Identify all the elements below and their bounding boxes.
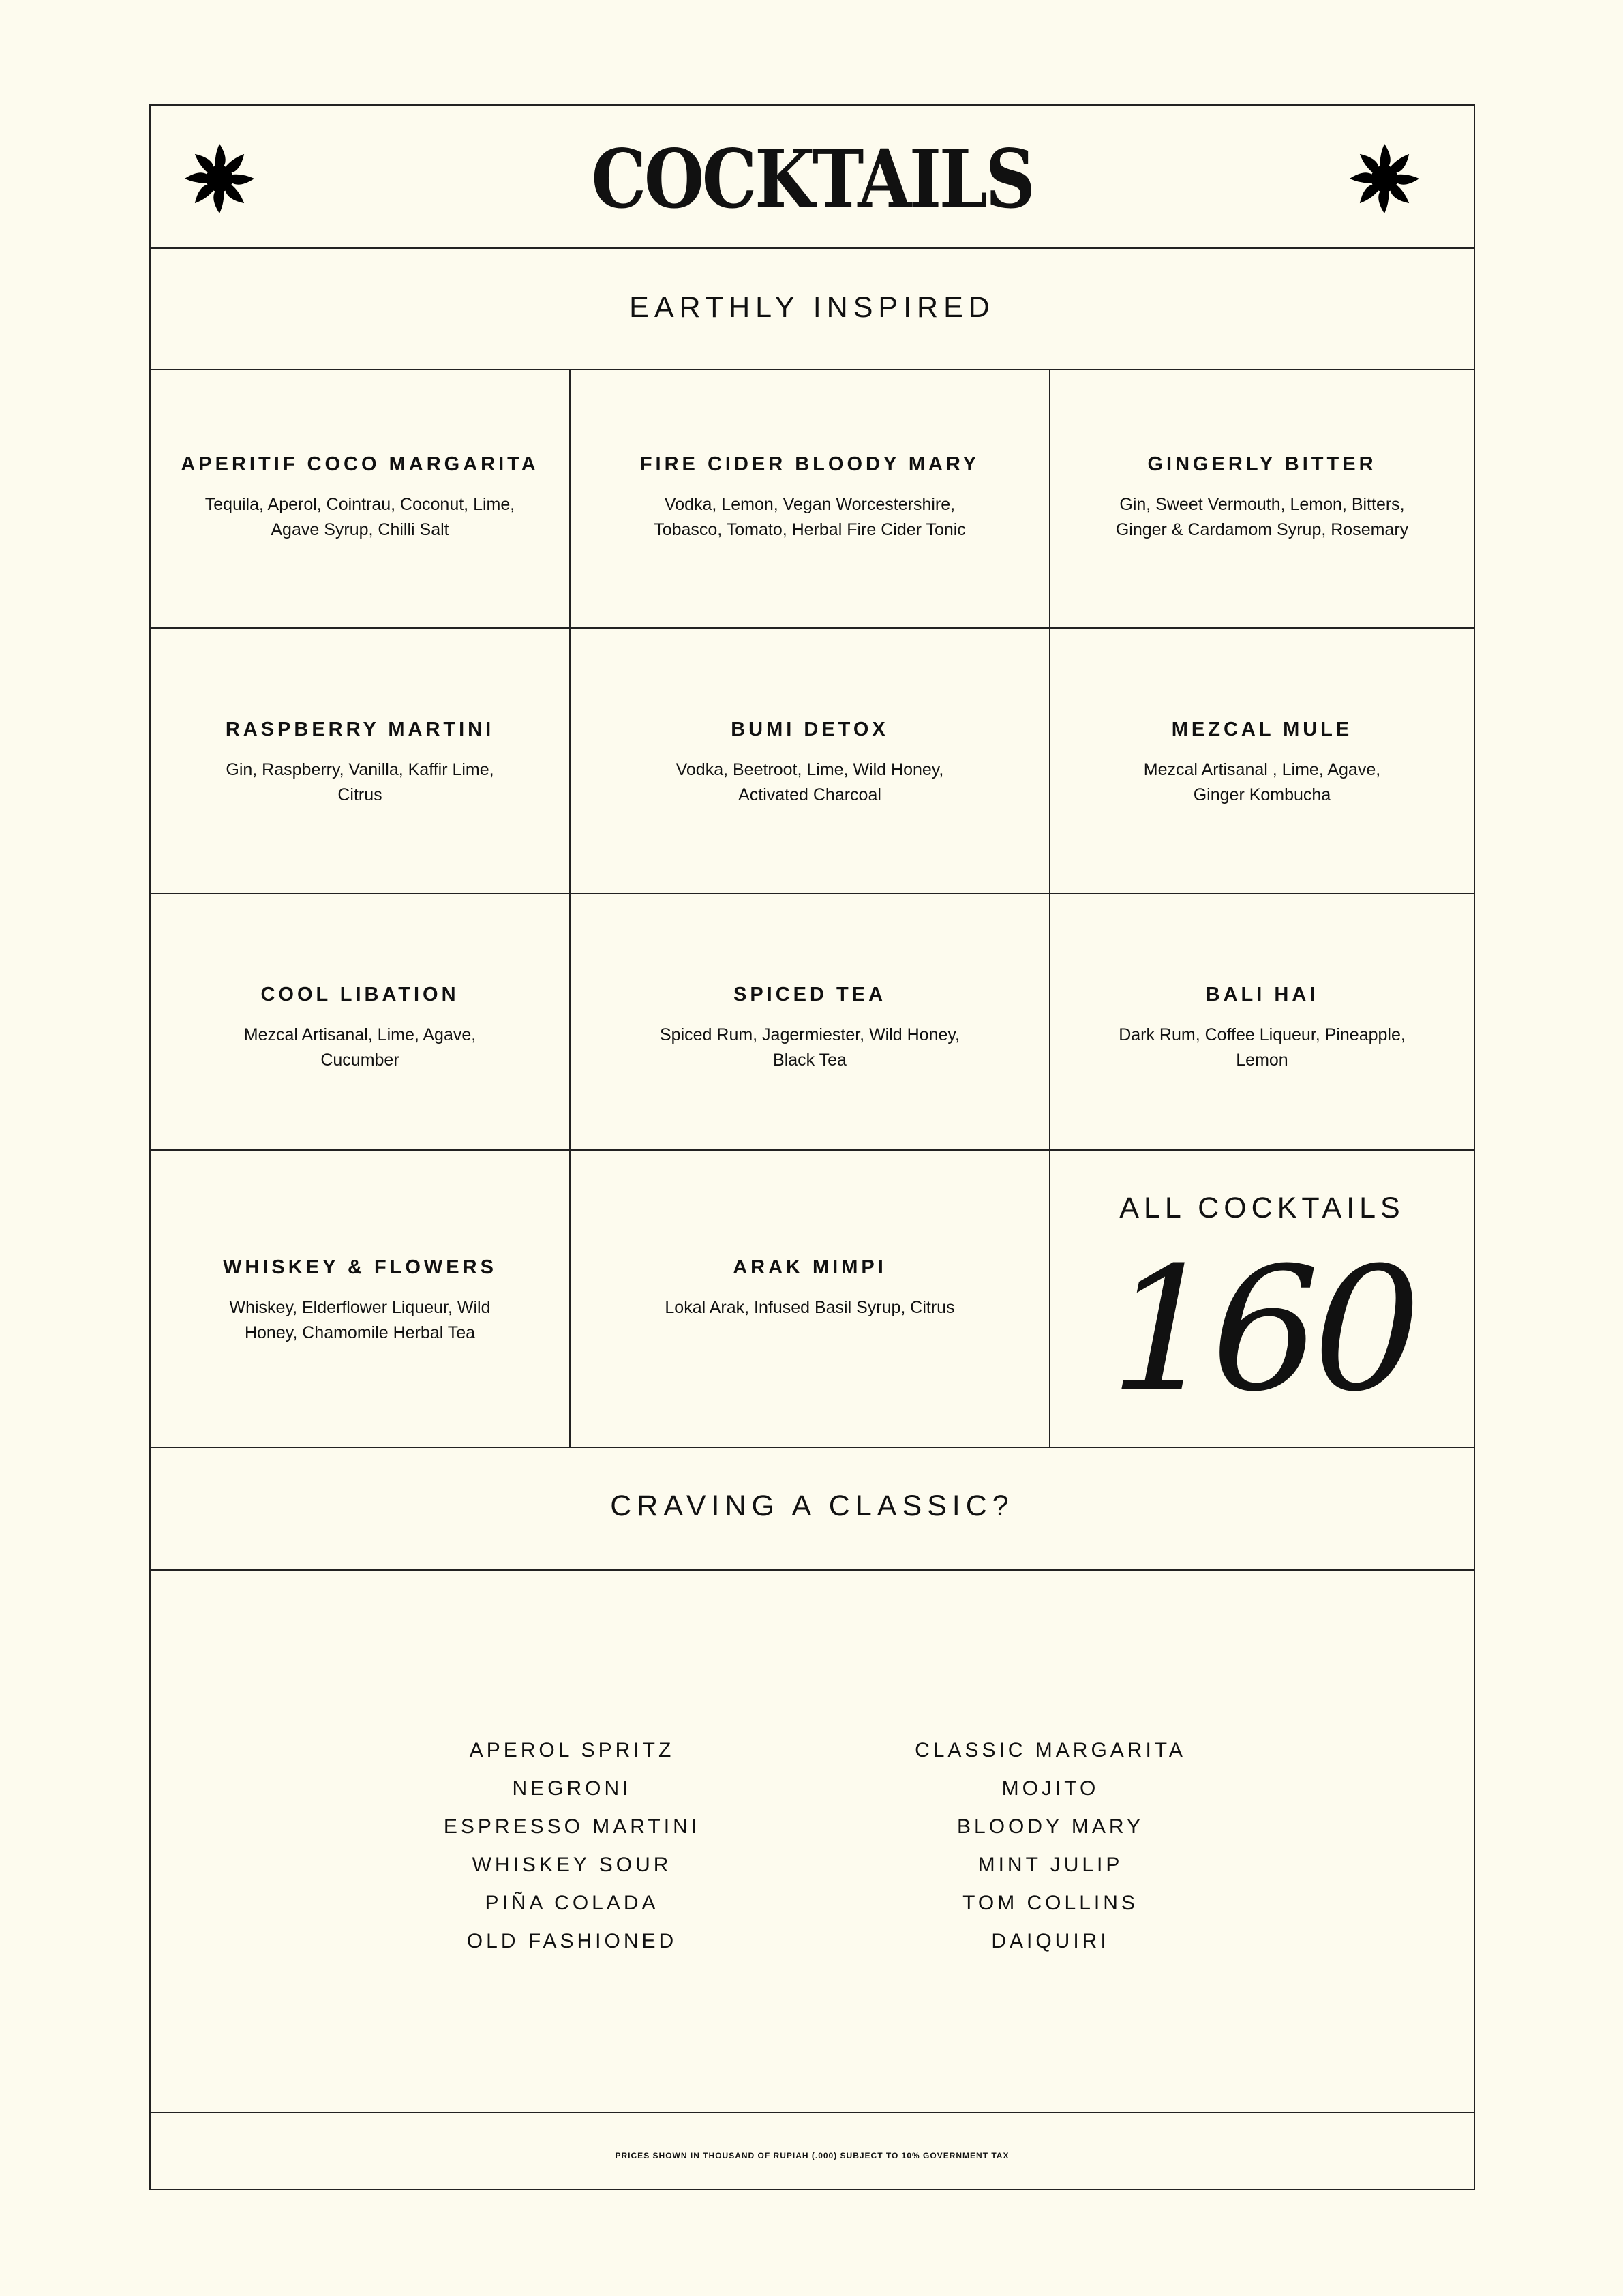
divider (151, 627, 1474, 629)
cocktail-name: MEZCAL MULE (1171, 719, 1353, 740)
section-title-earthly: EARTHLY INSPIRED (629, 291, 995, 324)
sun-icon (1344, 138, 1425, 219)
page-title: COCKTAILS (591, 132, 1033, 226)
cocktail-ingredients: Gin, Raspberry, Vanilla, Kaffir Lime, Citrus (226, 760, 494, 804)
cocktail-ingredients: Mezcal Artisanal , Lime, Agave, Ginger Kombucha (1143, 760, 1381, 804)
cocktail-ingredients: Mezcal Artisanal, Lime, Agave, Cucumber (243, 1025, 476, 1070)
divider (151, 1447, 1474, 1448)
classic-item: BLOODY MARY (957, 1815, 1144, 1838)
cocktail-name: SPICED TEA (733, 984, 887, 1006)
cocktail-ingredients: Lokal Arak, Infused Basil Syrup, Citrus (665, 1298, 955, 1317)
cocktail-name: WHISKEY & FLOWERS (223, 1256, 497, 1278)
cocktail-ingredients: Vodka, Beetroot, Lime, Wild Honey, Activated Charcoal (676, 760, 944, 804)
classic-item: MOJITO (1001, 1777, 1099, 1800)
classics-list-left (401, 1732, 742, 1961)
cocktail-name: BALI HAI (1205, 984, 1319, 1006)
classic-item: NEGRONI (512, 1777, 632, 1800)
cocktail-item (571, 984, 1049, 1073)
classic-item: PIÑA COLADA (485, 1892, 659, 1914)
classic-item: CLASSIC MARGARITA (915, 1739, 1186, 1762)
classics-list-right (880, 1732, 1221, 1961)
price-label: ALL COCKTAILS (1119, 1192, 1405, 1224)
classic-item: MINT JULIP (977, 1854, 1123, 1876)
cocktail-ingredients: Vodka, Lemon, Vegan Worcestershire, Tobasco, Tomato, Herbal Fire Cider Tonic (654, 495, 966, 539)
divider (151, 893, 1474, 894)
cocktail-item (151, 1256, 569, 1346)
cocktail-ingredients: Spiced Rum, Jagermiester, Wild Honey, Black Tea (660, 1025, 960, 1070)
cocktail-ingredients: Tequila, Aperol, Cointrau, Coconut, Lime, Agave Syrup, Chilli Salt (204, 495, 515, 539)
classic-item: OLD FASHIONED (466, 1930, 678, 1952)
cocktail-item (151, 719, 569, 808)
section-title-classic: CRAVING A CLASSIC? (610, 1490, 1014, 1522)
classic-item: WHISKEY SOUR (472, 1854, 672, 1876)
cocktail-name: ARAK MIMPI (733, 1256, 887, 1278)
menu-frame (149, 104, 1475, 2190)
cocktail-item (1050, 984, 1474, 1073)
cocktail-name: COOL LIBATION (260, 984, 459, 1006)
cocktail-item (571, 1256, 1049, 1320)
cocktail-item (1050, 719, 1474, 808)
cocktail-name: RASPBERRY MARTINI (225, 719, 495, 740)
divider (151, 369, 1474, 370)
cocktail-item (1050, 453, 1474, 543)
divider (151, 2112, 1474, 2113)
cocktail-item (571, 719, 1049, 808)
divider (151, 247, 1474, 249)
cocktail-item (571, 453, 1049, 543)
divider (151, 1149, 1474, 1151)
cocktail-ingredients: Whiskey, Elderflower Liqueur, Wild Honey, Chamomile Herbal Tea (229, 1298, 491, 1342)
classic-item: APEROL SPRITZ (469, 1739, 675, 1762)
cocktail-name: FIRE CIDER BLOODY MARY (639, 453, 980, 475)
divider (151, 1569, 1474, 1571)
cocktail-name: BUMI DETOX (731, 719, 889, 740)
cocktail-ingredients: Dark Rum, Coffee Liqueur, Pineapple, Lemon (1119, 1025, 1406, 1070)
classic-item: ESPRESSO MARTINI (443, 1815, 701, 1838)
footer-note: PRICES SHOWN IN THOUSAND OF RUPIAH (.000) SUBJECT TO 10% GOVERNMENT TAX (615, 2151, 1010, 2160)
cocktail-ingredients: Gin, Sweet Vermouth, Lemon, Bitters, Ginger & Cardamom Syrup, Rosemary (1115, 495, 1409, 539)
price-value: 160 (1109, 1230, 1415, 1429)
cocktail-name: GINGERLY BITTER (1147, 453, 1377, 475)
classic-item: DAIQUIRI (991, 1930, 1110, 1952)
cocktail-item (151, 453, 569, 543)
classic-item: TOM COLLINS (962, 1892, 1138, 1914)
cocktail-item (151, 984, 569, 1073)
cocktail-name: APERITIF COCO MARGARITA (181, 453, 539, 475)
